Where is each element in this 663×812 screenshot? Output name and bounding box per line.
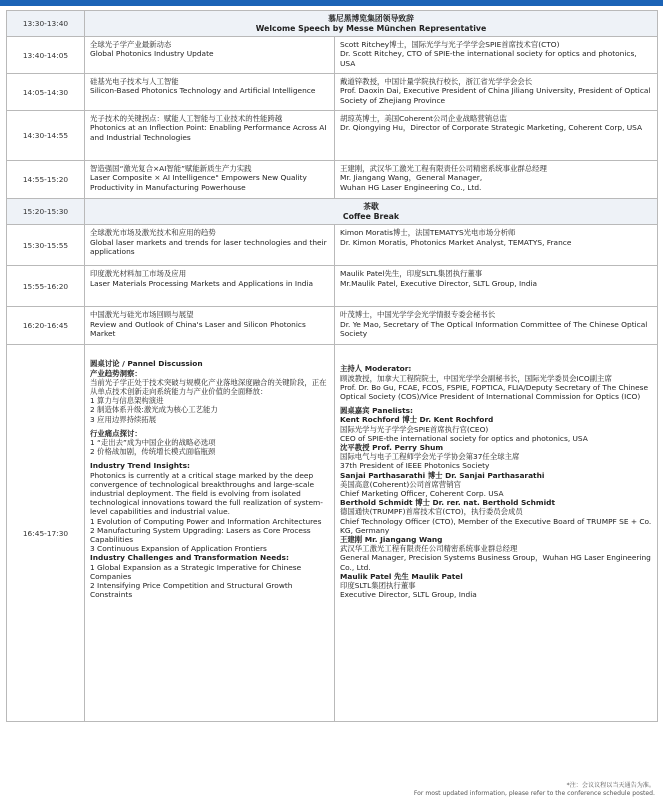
topic-line: 光子技术的关键拐点：赋能人工智能与工业技术的性能跨越 (90, 114, 283, 124)
speaker-line: 戴道锌教授，中国计量学院执行校长，浙江省光学学会会长 (340, 77, 533, 87)
panel-right-line: 主持人 Moderator: (340, 364, 412, 374)
time-cell: 16:45-17:30 (7, 345, 85, 722)
speaker-line: Mr.Maulik Patel, Executive Director, SLTL Group, India (340, 278, 538, 288)
speaker-line: Maulik Patel先生，印度SLTL集团执行董事 (340, 269, 483, 279)
panel-right-line: CEO of SPIE-the international society for optics and photonics, USA (340, 433, 588, 443)
panel-right-line: 沈平教授 Prof. Perry Shum (340, 443, 444, 452)
panel-left-line: 1 算力与信息架构演进 (90, 396, 164, 406)
topic-cell (85, 37, 335, 74)
session-title-line: 茶歇 (363, 202, 379, 212)
topic-cell (85, 74, 335, 111)
speaker-line: Scott Ritchey博士，国际光学与光子学学会SPIE首席技术官(CTO) (340, 40, 560, 50)
panel-right-line: 圆桌嘉宾 Panelists: (340, 406, 413, 416)
topic-line: 硅基光电子技术与人工智能 (90, 77, 179, 87)
time-cell: 14:55-15:20 (7, 161, 85, 199)
speaker-line: Dr. Ye Mao, Secretary of The Optical Information Committee of The Chinese Optical Society (340, 319, 648, 338)
top-accent-bar (0, 0, 663, 6)
panel-right-line: Maulik Patel 先生 Maulik Patel (340, 571, 463, 581)
panel-left-line: 2 制造体系升级:激光成为核心工艺能力 (90, 405, 218, 415)
panel-left-line: 1 Global Expansion as a Strategic Imperative for Chinese Companies (90, 562, 302, 581)
time-cell: 14:30-14:55 (7, 111, 85, 161)
speaker-cell (335, 266, 658, 307)
topic-line: Review and Outlook of China's Laser and Silicon Photonics Market (90, 319, 306, 338)
time-cell: 16:20-16:45 (7, 307, 85, 345)
agenda-row (7, 37, 658, 74)
panel-left-line: 当前光子学正处于技术突破与规模化产业落地深度融合的关键阶段，正在从单点技术创新走向系统能力与产业价值的全面释放： (90, 377, 327, 396)
topic-cell (85, 266, 335, 307)
topic-line: 全球光子学产业最新动态 (90, 40, 172, 50)
speaker-cell (335, 225, 658, 266)
time-cell: 15:55-16:20 (7, 266, 85, 307)
speaker-line: Mr. Jiangang Wang，General Manager, (340, 173, 483, 183)
topic-line: Global laser markets and trends for laser technologies and their applications (90, 237, 327, 256)
agenda-row (7, 161, 658, 199)
panel-left-line: 产业趋势洞察： (90, 368, 142, 378)
topic-line: 全球激光市场及激光技术和应用的趋势 (90, 228, 216, 238)
agenda-row (7, 11, 658, 37)
footer-note-cn: *注：会议议程以当天通告为准。 (566, 782, 655, 789)
panel-left-line: 2 价格战加剧，传统增长模式面临瓶颈 (90, 447, 216, 457)
panel-right-line: 武汉华工激光工程有限责任公司精密系统事业群总经理 (340, 544, 518, 554)
speaker-line: Prof. Daoxin Dai, Executive President of China Jiliang University, President of Optical Society of Zhejiang Province (340, 86, 651, 105)
panel-right-line: Kent Rochford 博士 Dr. Kent Rochford (340, 415, 494, 425)
speaker-cell (335, 111, 658, 161)
topic-line: Silicon-Based Photonics Technology and Artificial Intelligence (90, 86, 316, 96)
panel-right-line: Chief Technology Officer (CTO), Member of the Executive Board of TRUMPF SE + Co. KG, Germany (340, 516, 652, 535)
panel-left-line: 1 Evolution of Computing Power and Information Architectures (90, 516, 322, 526)
panel-left-cell (85, 345, 335, 722)
panel-title: 圆桌讨论 / Pannel Discussion (90, 359, 203, 369)
time-cell: 13:40-14:05 (7, 37, 85, 74)
panel-left-line: 2 Intensifying Price Competition and Structural Growth Constraints (90, 581, 293, 600)
panel-right-line: 印度SLTL集团执行董事 (340, 581, 416, 591)
panel-right-line: Prof. Dr. Bo Gu, FCAE, FCOS, FSPIE, FOPTICA, FLIA/Deputy Secretary of The Chinese Optical Society (COS)/Vice President of International Commission for Optics (ICO) (340, 382, 649, 401)
agenda-row (7, 199, 658, 225)
speaker-cell (335, 74, 658, 111)
session-title-line: 慕尼黑博览集团领导致辞 (328, 14, 414, 23)
panel-left-line: Industry Trend Insights: (90, 461, 190, 471)
agenda-row (7, 111, 658, 161)
panel-right-line: 37th President of IEEE Photonics Society (340, 461, 490, 471)
time-cell: 14:05-14:30 (7, 74, 85, 111)
speaker-line: Dr. Scott Ritchey, CTO of SPIE-the international society for optics and photonics, USA (340, 49, 637, 68)
agenda-row (7, 266, 658, 307)
time-cell: 15:30-15:55 (7, 225, 85, 266)
topic-cell (85, 307, 335, 345)
panel-right-line: 德国通快(TRUMPF)首席技术官(CTO)，执行委员会成员 (340, 507, 523, 517)
panel-right-line: 王建刚 Mr. Jiangang Wang (340, 535, 443, 545)
speaker-line: 王建刚，武汉华工激光工程有限责任公司精密系统事业群总经理 (340, 164, 547, 174)
panel-right-cell (335, 345, 658, 722)
session-title-cell (85, 11, 658, 37)
topic-line: Global Photonics Industry Update (90, 49, 214, 59)
agenda-row (7, 307, 658, 345)
agenda-table (6, 10, 658, 722)
speaker-line: Dr. Qiongying Hu，Director of Corporate Strategic Marketing, Coherent Corp, USA (340, 123, 643, 133)
agenda-row (7, 74, 658, 111)
panel-right-line: Chief Marketing Officer, Coherent Corp. USA (340, 489, 504, 499)
panel-left-line: 2 Manufacturing System Upgrading: Lasers as Core Process Capabilities (90, 525, 311, 545)
panel-left-line: 3 应用边界持续拓展 (90, 414, 157, 424)
speaker-cell (335, 161, 658, 199)
time-cell: 13:30-13:40 (7, 11, 85, 37)
topic-line: 印度激光材料加工市场及应用 (90, 269, 187, 279)
panel-left-line: Industry Challenges and Transformation Needs: (90, 553, 289, 563)
session-title-line: Welcome Speech by Messe München Representative (255, 23, 487, 33)
topic-cell (85, 225, 335, 266)
footer-note-en: For most updated information, please refer to the conference schedule posted. (413, 790, 655, 798)
panel-right-line: 国际光学与光子学学会SPIE首席执行官(CEO) (340, 424, 489, 434)
topic-line: Photonics at an Inflection Point: Enabling Performance Across AI and Industrial Technologies (90, 123, 327, 142)
session-title-line: Coffee Break (342, 211, 400, 221)
speaker-line: 叶茂博士，中国光学学会光学情报专委会秘书长 (340, 310, 496, 320)
session-title-cell (85, 199, 658, 225)
panel-left-line: 3 Continuous Expansion of Application Frontiers (90, 544, 267, 554)
speaker-cell (335, 37, 658, 74)
speaker-line: 胡琼英博士，美国Coherent公司企业战略营销总监 (340, 114, 507, 124)
speaker-cell (335, 307, 658, 345)
panel-right-line: 顾波教授，加拿大工程院院士，中国光学学会副秘书长，国际光学委员会ICO副主席 (340, 373, 612, 383)
panel-right-line: Executive Director, SLTL Group, India (340, 590, 477, 600)
topic-line: Laser Composite × AI Intelligence" Empowers New Quality Productivity in Manufacturing Powerhouse (90, 173, 307, 192)
panel-right-line: Sanjai Parthasarathi 博士 Dr. Sanjai Parthasarathi (340, 470, 545, 480)
topic-cell (85, 111, 335, 161)
speaker-line: Kimon Moratis博士，法国TEMATYS光电市场分析师 (340, 228, 516, 238)
panel-right-line: 美国高意(Coherent)公司首席营销官 (340, 479, 461, 489)
panel-right-line: General Manager, Precision Systems Business Group，Wuhan HG Laser Engineering Co., Ltd. (340, 553, 651, 572)
topic-line: Laser Materials Processing Markets and Applications in India (90, 278, 314, 288)
panel-right-line: Berthold Schmidt 博士 Dr. rer. nat. Berthold Schmidt (340, 498, 555, 508)
panel-left-line: 行业痛点探讨： (90, 428, 142, 438)
agenda-row-panel (7, 345, 658, 722)
panel-left-line: 1 “走出去”成为中国企业的战略必选项 (90, 438, 216, 447)
agenda-row (7, 225, 658, 266)
time-cell: 15:20-15:30 (7, 199, 85, 225)
topic-cell (85, 161, 335, 199)
footer-notes (414, 782, 655, 798)
topic-line: 智造强国“激光复合×AI智能”赋能新质生产力实践 (90, 164, 252, 174)
panel-left-line: Photonics is currently at a critical stage marked by the deep convergence of technological breakthroughs and large-scale industrial deployment. The field is evolving from isolated technological innovations toward the full realization of system-level capabilities and industrial value. (90, 470, 323, 517)
topic-line: 中国激光与硅光市场回顾与展望 (90, 310, 194, 320)
speaker-line: Wuhan HG Laser Engineering Co., Ltd. (340, 182, 482, 192)
panel-right-line: 国际电气与电子工程师学会光子学协会第37任全球主席 (340, 452, 520, 462)
speaker-line: Dr. Kimon Moratis, Photonics Market Analyst, TEMATYS, France (340, 237, 572, 247)
